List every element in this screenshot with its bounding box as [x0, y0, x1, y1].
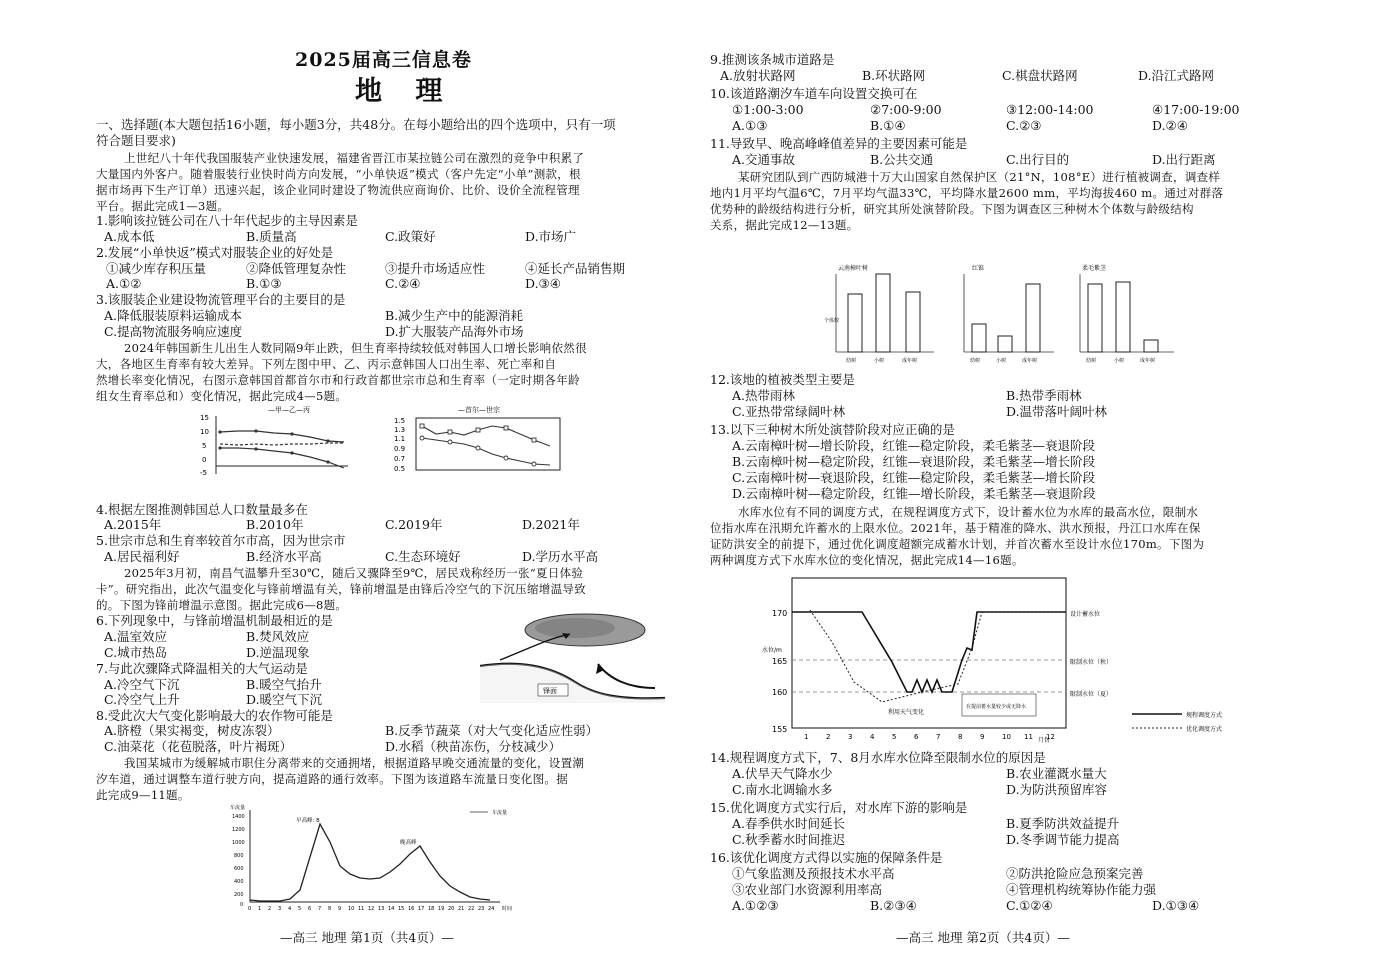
traffic-flow-chart [230, 802, 530, 914]
q5-option-b: B.经济水平高 [246, 549, 322, 564]
svg-text:1000: 1000 [232, 840, 245, 846]
passage-5-line: 优势种的龄级结构进行分析，研究其所处演替阶段。下图为调查区三种树木个体数与龄级结构 [710, 202, 1194, 216]
q3-option-b: B.减少生产中的能源消耗 [385, 308, 524, 323]
q15-option-c: C.秋季蓄水时间推迟 [732, 832, 846, 847]
q14-option-d: D.为防洪预留库容 [1006, 782, 1108, 797]
x-tick-label: 11 [1024, 733, 1033, 741]
tree-chart-1 [824, 264, 934, 364]
left-page [90, 0, 678, 972]
q16-option-c: C.①②④ [1006, 898, 1053, 913]
section-instructions: 一、选择题(本大题包括16小题，每小题3分，共48分。在每小题给出的四个选项中，只有一项 [96, 117, 616, 132]
q16-item: ④管理机构统筹协作能力强 [1006, 882, 1157, 897]
q5-option-a: A.居民福利好 [104, 549, 180, 564]
bar [1144, 340, 1158, 352]
question-12-stem: 12.该地的植被类型主要是 [710, 372, 855, 387]
svg-text:红锥: 红锥 [972, 265, 985, 272]
passage-1-line: 大量国内外客户。随着服装行业快时尚方向发展，“小单快返”模式（客户先定“小单”测款，根 [96, 167, 581, 181]
bar [876, 274, 890, 352]
svg-text:1.5: 1.5 [394, 417, 406, 425]
svg-text:0.7: 0.7 [394, 455, 406, 463]
svg-text:0.5: 0.5 [394, 465, 406, 473]
svg-text:幼树: 幼树 [846, 358, 857, 364]
q10-item: ②7:00-9:00 [870, 102, 942, 117]
q13-option-d: D.云南樟叶树—稳定阶段，红锥—增长阶段，柔毛紫茎—衰退阶段 [732, 486, 1096, 501]
svg-text:水位/m: 水位/m [762, 647, 782, 654]
q6-option-c: C.城市热岛 [104, 645, 168, 660]
svg-text:400: 400 [234, 879, 244, 885]
svg-text:155: 155 [772, 725, 788, 734]
x-tick-label: 24 [488, 906, 495, 912]
q7-option-a: A.冷空气下沉 [104, 677, 180, 692]
x-tick-label: 19 [438, 906, 445, 912]
q3-option-d: D.扩大服装产品海外市场 [385, 324, 524, 339]
x-tick-label: 13 [378, 906, 385, 912]
q16-item: ①气象监测及预报技术水平高 [732, 866, 895, 881]
series-line [220, 443, 344, 445]
x-tick-label: 2 [268, 906, 272, 912]
passage-6-line: 证防洪安全的前提下，通过优化调度超额完成蓄水计划，并首次蓄水至设计水位170m。下图为 [710, 537, 1205, 551]
x-tick-label: 21 [458, 906, 465, 912]
svg-text:月份: 月份 [1038, 737, 1051, 744]
q1-option-a: A.成本低 [104, 229, 155, 244]
right-page [706, 0, 1306, 972]
x-tick-label: 16 [408, 906, 415, 912]
svg-text:5: 5 [202, 442, 207, 450]
q2-option-c: C.②④ [385, 276, 421, 291]
svg-text:云南樟叶树: 云南樟叶树 [838, 265, 869, 272]
passage-4-line: 我国某城市为缓解城市职住分离带来的交通拥堵，根据道路早晚交通流量的变化，设置潮 [124, 756, 585, 770]
svg-text:小树: 小树 [1114, 358, 1125, 364]
svg-text:小树: 小树 [996, 358, 1007, 364]
q8-option-d: D.水稻（秧苗冻伤，分枝减少） [385, 739, 562, 754]
q10-option-a: A.①③ [732, 118, 768, 133]
q10-item: ④17:00-19:00 [1152, 102, 1240, 117]
question-7-stem: 7.与此次骤降式降温相关的大气运动是 [96, 661, 308, 676]
q4-option-c: C.2019年 [385, 517, 443, 532]
q10-option-b: B.①④ [870, 118, 906, 133]
x-tick-label: 4 [870, 733, 875, 741]
passage-2-line: 大，各地区生育率有较大差异。下列左图中甲、乙、丙示意韩国人口出生率、死亡率和自 [96, 357, 557, 371]
x-tick-label: 15 [398, 906, 405, 912]
x-tick-label: 5 [298, 906, 302, 912]
q12-option-c: C.亚热带常绿阔叶林 [732, 404, 846, 419]
design-level-label: 设计蓄水位 [1070, 611, 1101, 618]
passage-3-line: 2025年3月初，南昌气温攀升至30℃，随后又骤降至9℃，居民戏称经历一张“夏日体验 [124, 566, 584, 580]
passage-3-line: 卡”。研究指出，此次气温变化与锋前增温有关，锋前增温是由锋后冷空气的下沉压缩增温导致 [96, 582, 586, 596]
q10-option-c: C.②③ [1006, 118, 1042, 133]
q12-option-d: D.温带落叶阔叶林 [1006, 404, 1108, 419]
q2-item: ②降低管理复杂性 [246, 261, 347, 276]
svg-text:车流量: 车流量 [230, 805, 246, 811]
legend-regular: 规程调度方式 [1186, 712, 1223, 719]
question-9-stem: 9.推测该条城市道路是 [710, 52, 835, 67]
storage-label: 在提前蓄水量较少或无降水 [966, 704, 1027, 710]
evening-peak-label: 晚高峰 [400, 840, 417, 846]
q4-option-d: D.2021年 [522, 517, 580, 532]
svg-text:1.1: 1.1 [394, 435, 406, 443]
passage-6-line: 位指水库在汛期允许蓄水的上限水位。2021年，基于精准的降水、洪水预报，丹江口水库在保 [710, 521, 1201, 535]
x-tick-label: 18 [428, 906, 435, 912]
passage-4-line: 汐车道，通过调整车道行驶方向，提高道路的通行效率。下图为该道路车流量日变化图。据 [96, 772, 568, 786]
svg-text:0: 0 [202, 456, 207, 464]
chart-legend: —首尔—世宗 [458, 406, 500, 414]
x-tick-label: 5 [892, 733, 897, 741]
svg-text:165: 165 [772, 657, 788, 666]
passage-5-line: 地内1月平均气温6℃，7月平均气温33℃，平均降水量2600 mm，平均海拔460 m。通过对群落 [710, 186, 1224, 200]
q9-option-a: A.放射状路网 [720, 68, 796, 83]
q1-option-c: C.政策好 [385, 229, 436, 244]
q5-option-c: C.生态环境好 [385, 549, 461, 564]
x-tick-label: 2 [826, 733, 831, 741]
q7-option-b: B.暖空气抬升 [246, 677, 322, 692]
svg-text:600: 600 [234, 866, 244, 872]
q4-option-b: B.2010年 [246, 517, 304, 532]
svg-text:时间: 时间 [502, 906, 513, 912]
x-tick-label: 12 [1046, 733, 1055, 741]
limit-summer-label: 限制水位（夏） [1070, 691, 1113, 698]
series-line [422, 438, 550, 465]
q12-option-b: B.热带季雨林 [1006, 388, 1082, 403]
x-tick-label: 1 [804, 733, 809, 741]
question-5-stem: 5.世宗市总和生育率较首尔市高，因为世宗市 [96, 533, 346, 548]
passage-4-line: 此完成9—11题。 [96, 788, 190, 802]
section-instructions-cont: 符合题目要求) [96, 133, 176, 148]
question-16-stem: 16.该优化调度方式得以实施的保障条件是 [710, 850, 943, 865]
cold-air-arrow [598, 664, 655, 688]
q16-option-b: B.②③④ [870, 898, 917, 913]
tfr-chart [390, 404, 566, 500]
morning-peak-label: 早高峰: 8 [296, 818, 320, 824]
x-tick-label: 9 [980, 733, 985, 741]
x-tick-label: 8 [328, 906, 332, 912]
q9-option-d: D.沿江式路网 [1138, 68, 1215, 83]
q9-option-b: B.环状路网 [862, 68, 926, 83]
svg-text:成年树: 成年树 [902, 358, 918, 364]
q1-option-d: D.市场广 [525, 229, 577, 244]
x-tick-label: 22 [468, 906, 475, 912]
q2-item: ④延长产品销售期 [525, 261, 626, 276]
traffic-legend: 车流量 [492, 810, 508, 816]
q11-option-a: A.交通事故 [732, 152, 796, 167]
q10-item: ③12:00-14:00 [1006, 102, 1094, 117]
passage-6-line: 水库水位有不同的调度方式，在规程调度方式下，设计蓄水位为水库的最高水位，限制水 [738, 505, 1199, 519]
question-6-stem: 6.下列现象中，与锋前增温机制最相近的是 [96, 613, 333, 628]
korea-rate-chart [198, 404, 358, 500]
question-10-stem: 10.该道路潮汐车道车向设置交换可在 [710, 86, 918, 101]
svg-text:10: 10 [200, 428, 209, 436]
q6-option-d: D.逆温现象 [246, 645, 310, 660]
question-13-stem: 13.以下三种树木所处演替阶段对应正确的是 [710, 422, 955, 437]
x-tick-label: 14 [388, 906, 395, 912]
passage-3-line: 的。下图为锋前增温示意图。据此完成6—8题。 [96, 598, 348, 612]
q11-option-b: B.公共交通 [870, 152, 934, 167]
x-tick-label: 6 [308, 906, 312, 912]
passage-1-line: 上世纪八十年代我国服装产业快速发展，福建省晋江市某拉链公司在激烈的竞争中积累了 [124, 151, 585, 165]
passage-1-line: 据市场再下生产订单）迅速兴起，该企业同时建设了物流供应商询价、比价、设价全流程管理 [96, 183, 580, 197]
x-tick-label: 10 [1002, 733, 1011, 741]
x-tick-label: 1 [258, 906, 262, 912]
q5-option-d: D.学历水平高 [522, 549, 599, 564]
passage-2-line: 组女生育率总和）变化情况，据此完成4—5题。 [96, 389, 348, 403]
svg-text:幼树: 幼树 [1086, 358, 1097, 364]
reservoir-level-chart [762, 572, 1252, 744]
question-2-stem: 2.发展“小单快返”模式对服装企业的好处是 [96, 245, 334, 260]
q3-option-a: A.降低服装原料运输成本 [104, 308, 243, 323]
svg-text:800: 800 [234, 853, 244, 859]
q13-option-a: A.云南樟叶树—增长阶段，红锥—稳定阶段，柔毛紫茎—衰退阶段 [732, 438, 1096, 453]
svg-text:1400: 1400 [232, 814, 245, 820]
bar [972, 324, 986, 352]
q10-item: ①1:00-3:00 [732, 102, 804, 117]
tree-chart-3 [1080, 264, 1174, 364]
q11-option-d: D.出行距离 [1152, 152, 1216, 167]
q16-option-d: D.①③④ [1152, 898, 1200, 913]
svg-text:200: 200 [234, 892, 244, 898]
bar [998, 336, 1012, 352]
page-footer-right: —高三 地理 第2页（共4页）— [896, 930, 1070, 945]
q15-option-d: D.冬季调节能力提高 [1006, 832, 1120, 847]
q8-option-b: B.反季节蔬菜（对大气变化适应性弱） [385, 723, 599, 738]
series-line [220, 431, 344, 442]
x-tick-label: 3 [278, 906, 282, 912]
q3-option-c: C.提高物流服务响应速度 [104, 324, 243, 339]
passage-5-line: 关系，据此完成12—13题。 [710, 218, 859, 232]
q6-option-a: A.温室效应 [104, 629, 168, 644]
passage-1-line: 平台。据此完成1—3题。 [96, 199, 230, 213]
svg-text:-5: -5 [200, 469, 207, 477]
svg-text:成年树: 成年树 [1022, 358, 1038, 364]
q15-option-b: B.夏季防洪效益提升 [1006, 816, 1120, 831]
bar [848, 294, 862, 352]
q11-option-c: C.出行目的 [1006, 152, 1070, 167]
q7-option-c: C.冷空气上升 [104, 692, 180, 707]
page-footer-left: —高三 地理 第1页（共4页）— [280, 930, 454, 945]
q12-option-a: A.热带雨林 [732, 388, 796, 403]
svg-text:柔毛紫茎: 柔毛紫茎 [1082, 265, 1107, 272]
q4-option-a: A.2015年 [104, 517, 162, 532]
passage-2-line: 然增长率变化情况，右图示意韩国首都首尔市和行政首都世宗市总和生育率（一定时期各年龄 [96, 373, 580, 387]
svg-text:0: 0 [240, 902, 244, 908]
question-8-stem: 8.受此次大气变化影响最大的农作物可能是 [96, 708, 333, 723]
x-tick-label: 6 [914, 733, 919, 741]
q7-option-d: D.暖空气下沉 [246, 692, 323, 707]
q1-option-b: B.质量高 [246, 229, 297, 244]
limit-autumn-label: 限制水位（秋） [1070, 659, 1113, 666]
svg-text:幼树: 幼树 [970, 358, 981, 364]
q15-option-a: A.春季供水时间延长 [732, 816, 846, 831]
question-14-stem: 14.规程调度方式下，7、8月水库水位降至限制水位的原因是 [710, 750, 1046, 765]
q13-option-c: C.云南樟叶树—衰退阶段，红锥—稳定阶段，柔毛紫茎—增长阶段 [732, 470, 1096, 485]
chart-legend: —甲—乙—丙 [268, 406, 310, 414]
x-tick-label: 7 [936, 733, 941, 741]
q6-option-b: B.焚风效应 [246, 629, 310, 644]
legend-optimized: 优化调度方式 [1186, 726, 1223, 733]
passage-6-line: 两种调度方式下水库水位的变化情况，据此完成14—16题。 [710, 553, 1024, 567]
x-tick-label: 4 [288, 906, 292, 912]
svg-text:0.9: 0.9 [394, 445, 406, 453]
svg-text:15: 15 [200, 414, 209, 422]
q2-option-b: B.①③ [246, 276, 282, 291]
x-tick-label: 11 [358, 906, 365, 912]
q13-option-b: B.云南樟叶树—稳定阶段，红锥—衰退阶段，柔毛紫茎—增长阶段 [732, 454, 1096, 469]
svg-text:160: 160 [772, 688, 788, 697]
q14-option-a: A.伏旱天气降水少 [732, 766, 833, 781]
q2-item: ③提升市场适应性 [385, 261, 486, 276]
x-tick-label: 3 [848, 733, 853, 741]
q2-option-a: A.①② [106, 276, 142, 291]
q14-option-b: B.农业灌溉水量大 [1006, 766, 1107, 781]
bar [1026, 284, 1040, 352]
bar [1116, 282, 1130, 352]
q9-option-c: C.棋盘状路网 [1002, 68, 1078, 83]
x-tick-label: 7 [318, 906, 322, 912]
q8-option-a: A.脐橙（果实褐变，树皮冻裂） [104, 723, 280, 738]
flood-label: 利用天气变化 [888, 709, 925, 716]
x-tick-label: 9 [338, 906, 342, 912]
x-tick-label: 10 [348, 906, 355, 912]
x-tick-label: 23 [478, 906, 485, 912]
traffic-line [250, 824, 490, 901]
svg-text:1.3: 1.3 [394, 426, 406, 434]
q8-option-c: C.油菜花（花苞脱落，叶片褐斑） [104, 739, 293, 754]
exam-title: 2025届高三信息卷 [295, 49, 472, 71]
svg-text:170: 170 [772, 609, 788, 618]
x-tick-label: 0 [248, 906, 252, 912]
question-4-stem: 4.根据左图推测韩国总人口数量最多在 [96, 502, 308, 517]
q2-item: ①减少库存积压量 [106, 261, 207, 276]
regular-dispatch-line [792, 612, 1066, 692]
tree-age-charts [824, 262, 1184, 368]
svg-text:成年树: 成年树 [1140, 358, 1156, 364]
q16-option-a: A.①②③ [732, 898, 779, 913]
x-tick-label: 17 [418, 906, 425, 912]
front-label: 锋面 [543, 687, 557, 695]
svg-text:个体数: 个体数 [824, 318, 840, 324]
question-11-stem: 11.导致早、晚高峰峰值差异的主要因素可能是 [710, 136, 968, 151]
question-3-stem: 3.该服装企业建设物流管理平台的主要目的是 [96, 292, 346, 307]
q10-option-d: D.②④ [1152, 118, 1188, 133]
q2-option-d: D.③④ [525, 276, 561, 291]
passage-2-line: 2024年韩国新生儿出生人数同隔9年止跌，但生育率持续较低对韩国人口增长影响依然很 [124, 341, 587, 355]
passage-5-line: 某研究团队到广西防城港十万大山国家自然保护区（21°N，108°E）进行植被调查，调查样 [738, 170, 1221, 184]
svg-text:小树: 小树 [874, 358, 885, 364]
question-1-stem: 1.影响该拉链公司在八十年代起步的主导因素是 [96, 213, 358, 228]
front-warming-diagram [480, 608, 670, 706]
q16-item: ③农业部门水资源利用率高 [732, 882, 883, 897]
svg-text:1200: 1200 [232, 827, 245, 833]
series-line [220, 448, 344, 468]
q16-item: ②防洪抢险应急预案完善 [1006, 866, 1144, 881]
bar [1088, 284, 1102, 352]
tree-chart-2 [964, 264, 1054, 364]
x-tick-label: 8 [958, 733, 963, 741]
x-tick-label: 12 [368, 906, 375, 912]
bar [906, 292, 920, 352]
question-15-stem: 15.优化调度方式实行后，对水库下游的影响是 [710, 800, 968, 815]
x-tick-label: 20 [448, 906, 455, 912]
optimized-dispatch-line [810, 610, 1066, 702]
subject-title: 地 理 [355, 76, 455, 107]
q14-option-c: C.南水北调输水多 [732, 782, 833, 797]
series-line [422, 426, 550, 446]
